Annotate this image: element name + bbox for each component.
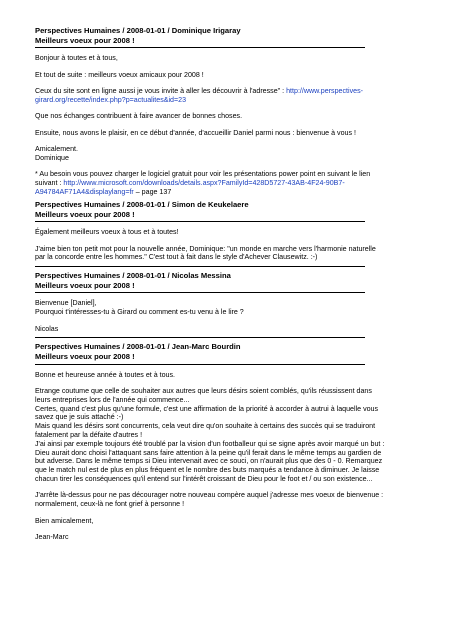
post xyxy=(35,342,407,541)
post-body xyxy=(35,228,407,262)
paragraph: Et tout de suite : meilleurs voeux amicaux pour 2008 ! xyxy=(35,70,204,79)
post-meta: Perspectives Humaines / 2008-01-01 / Simon de Keukelaere xyxy=(35,200,249,210)
text: – page 137 xyxy=(133,187,172,196)
paragraph: Que nos échanges contribuent à faire avancer de bonnes choses. xyxy=(35,112,243,121)
text-line: * Au besoin vous pouvez charger le logiciel gratuit pour voir les présentations power point en suivant le lien xyxy=(35,170,371,179)
link[interactable]: http://www.microsoft.com/downloads/details.aspx?FamilyId=428D5727-43AB-4F24-90B7- xyxy=(63,178,345,187)
post-header xyxy=(35,342,407,361)
text-line: leurs entreprises lors de l'année qui commence... xyxy=(35,395,190,404)
text-line: Certes, quand c'est plus qu'une formule, c'est une affirmation de la priorité à accorder à autrui à laquelle vous xyxy=(35,404,379,413)
post-body xyxy=(35,371,407,542)
paragraph: Jean-Marc xyxy=(35,532,69,541)
text-line: savez que je suis attaché :-) xyxy=(35,413,124,422)
text-line: que le match nul est de plus en plus fréquent et le nombre des buts marqués a tendance à diminuer. Je laisse xyxy=(35,466,380,475)
link[interactable]: girard.org/recette/index.php?p=actualites&id=23 xyxy=(35,95,187,104)
post-body xyxy=(35,299,407,333)
paragraph xyxy=(35,491,407,509)
link[interactable]: http://www.perspectives- xyxy=(286,86,363,95)
document-page xyxy=(35,26,407,542)
paragraph xyxy=(35,170,407,196)
text-line: J'ai ainsi par exemple toujours été troublé par la vision d'un footballeur qui se signe après avoir marqué un but : xyxy=(35,439,385,448)
paragraph xyxy=(35,299,407,317)
post-meta: Perspectives Humaines / 2008-01-01 / Nicolas Messina xyxy=(35,271,231,281)
paragraph xyxy=(35,387,407,484)
header-divider xyxy=(35,47,365,48)
header-divider xyxy=(35,292,365,293)
text-line: Dominique xyxy=(35,153,69,162)
text: Ceux du site sont en ligne aussi je vous invite à aller les découvrir à l'adresse" : xyxy=(35,86,287,95)
post xyxy=(35,26,407,197)
header-divider xyxy=(35,221,365,222)
text-line: fatalement par la défaite d'autres ! xyxy=(35,431,143,440)
link[interactable]: A94784AF71A4&displaylang=fr xyxy=(35,187,134,196)
post-meta: Perspectives Humaines / 2008-01-01 / Jean-Marc Bourdin xyxy=(35,342,241,352)
text-line: J'aime bien ton petit mot pour la nouvelle année, Dominique: "un monde en marche vers l'harmonie naturelle xyxy=(35,244,376,253)
post-divider xyxy=(35,337,365,338)
text-line: Mais quand les désirs sont concurrents, cela veut dire qu'on souhaite à certains des succès qui se traduiront xyxy=(35,422,376,431)
post-header xyxy=(35,200,407,219)
post-header xyxy=(35,271,407,290)
post-meta: Perspectives Humaines / 2008-01-01 / Dominique Irigaray xyxy=(35,26,241,35)
header-divider xyxy=(35,364,365,365)
post-header xyxy=(35,26,407,45)
paragraph: Bonjour à toutes et à tous, xyxy=(35,54,118,63)
paragraph: Bonne et heureuse année à toutes et à tous. xyxy=(35,370,176,379)
text-line: J'arrête là-dessus pour ne pas décourager notre nouveau compère auquel j'adresse mes voeux de bienvenue : xyxy=(35,491,384,500)
text-line: normalement, ceux-là ne font grief à personne ! xyxy=(35,500,185,509)
paragraph: Bien amicalement, xyxy=(35,516,94,525)
text-line: Etrange coutume que celle de souhaiter aux autres que leurs désirs soient comblés, qu'ils réussissent dans xyxy=(35,387,372,396)
post-subject: Meilleurs voeux pour 2008 ! xyxy=(35,35,135,45)
text-line: Dieu aurait donc choisi l'attaquant sans faire attention à la peine qu'il ferait dans le même temps au gardien de xyxy=(35,448,382,457)
post-subject: Meilleurs voeux pour 2008 ! xyxy=(35,209,135,219)
text-line: but adverse. Dans le même temps si Dieu intervenait avec ce souci, on n'aurait plus que des 0 - 0. Remarquez xyxy=(35,457,383,466)
post-body xyxy=(35,54,407,196)
post-subject: Meilleurs voeux pour 2008 ! xyxy=(35,352,135,362)
paragraph xyxy=(35,87,407,105)
text: suivant : xyxy=(35,178,64,187)
text-line: par la concorde entre les hommes." C'est tout à fait dans le style d'Achever Clausewitz. :-) xyxy=(35,253,318,262)
post-subject: Meilleurs voeux pour 2008 ! xyxy=(35,280,135,290)
text-line: Bienvenue [Daniel], xyxy=(35,299,97,308)
paragraph: Nicolas xyxy=(35,324,59,333)
post-divider xyxy=(35,266,365,267)
paragraph xyxy=(35,145,407,163)
paragraph xyxy=(35,245,407,263)
text-line: Amicalement. xyxy=(35,144,78,153)
paragraph: Ensuite, nous avons le plaisir, en ce début d'année, d'accueillir Daniel parmi nous : bienvenue à vous ! xyxy=(35,128,356,137)
paragraph: Également meilleurs voeux à tous et à toutes! xyxy=(35,228,179,237)
post xyxy=(35,200,407,267)
post xyxy=(35,271,407,338)
text-line: Pourquoi t'intéresses-tu à Girard ou comment es-tu venu à le lire ? xyxy=(35,308,244,317)
text-line: chacun tirer les conséquences qu'il entend sur l'intérêt croissant de Dieu pour le foot et / ou son existence... xyxy=(35,475,373,483)
